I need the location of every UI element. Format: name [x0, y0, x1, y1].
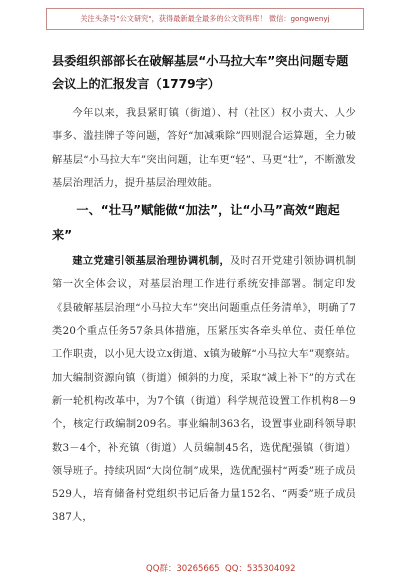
document-title: 县委组织部部长在破解基层“小马拉大车”突出问题专题会议上的汇报发言（1779字） — [52, 54, 349, 91]
body-paragraph-1 — [52, 250, 356, 530]
body-text-1: 及时召开党建引领协调机制第一次全体会议，对基层治理工作进行系统安排部署。制定印发《县破解基层治理“小马拉大车”突出问题重点任务清单》，明确了7类20个重点任务57条具体措施，压紧压实各牵头单位、责任单位工作职责，以小见大设立x街道、x镇为破解“小马拉大车”观察站。加大编制资源向镇（街道）倾斜的力度，采取“减上补下”的方式在新一轮机构改革中，为7个镇（街道）科学规范设置工作机构8－9个，核定行政编制209名。事业编制363名，设置事业副科领导职数3－4个，补充镇（街道）人员编制45名，选优配强镇（街道）领导班子。持续巩固“大岗位制”成果，选优配强村“两委”班子成员529人，培育储备村党组织书记后备力量152名、“两委”班子成员387人， — [52, 256, 356, 524]
footer — [0, 560, 408, 576]
header-banner: 关注头条号"公文研究"，获得最新最全最多的公文资料库！ 微信：gongwenyj — [46, 8, 364, 30]
section-heading-1: 一、“壮马”赋能做“加法”，让“小马”高效“跑起来” — [52, 203, 340, 243]
sub-heading-1: 建立党建引领基层治理协调机制， — [72, 256, 231, 268]
footer-qq-group: QQ群：30265665 — [146, 564, 220, 574]
intro-paragraph: 今年以来，我县紧盯镇（街道）、村（社区）权小责大、人少事多、滥挂牌子等问题，答好“加减乘除”四则混合运算题，全力破解基层“小马拉大车”突出问题，让车更“轻”、马更“壮”，不断激发基层治理活力，提升基层治理效能。 — [52, 108, 356, 189]
document-body — [52, 50, 356, 530]
footer-qq: QQ：535304092 — [225, 564, 296, 574]
